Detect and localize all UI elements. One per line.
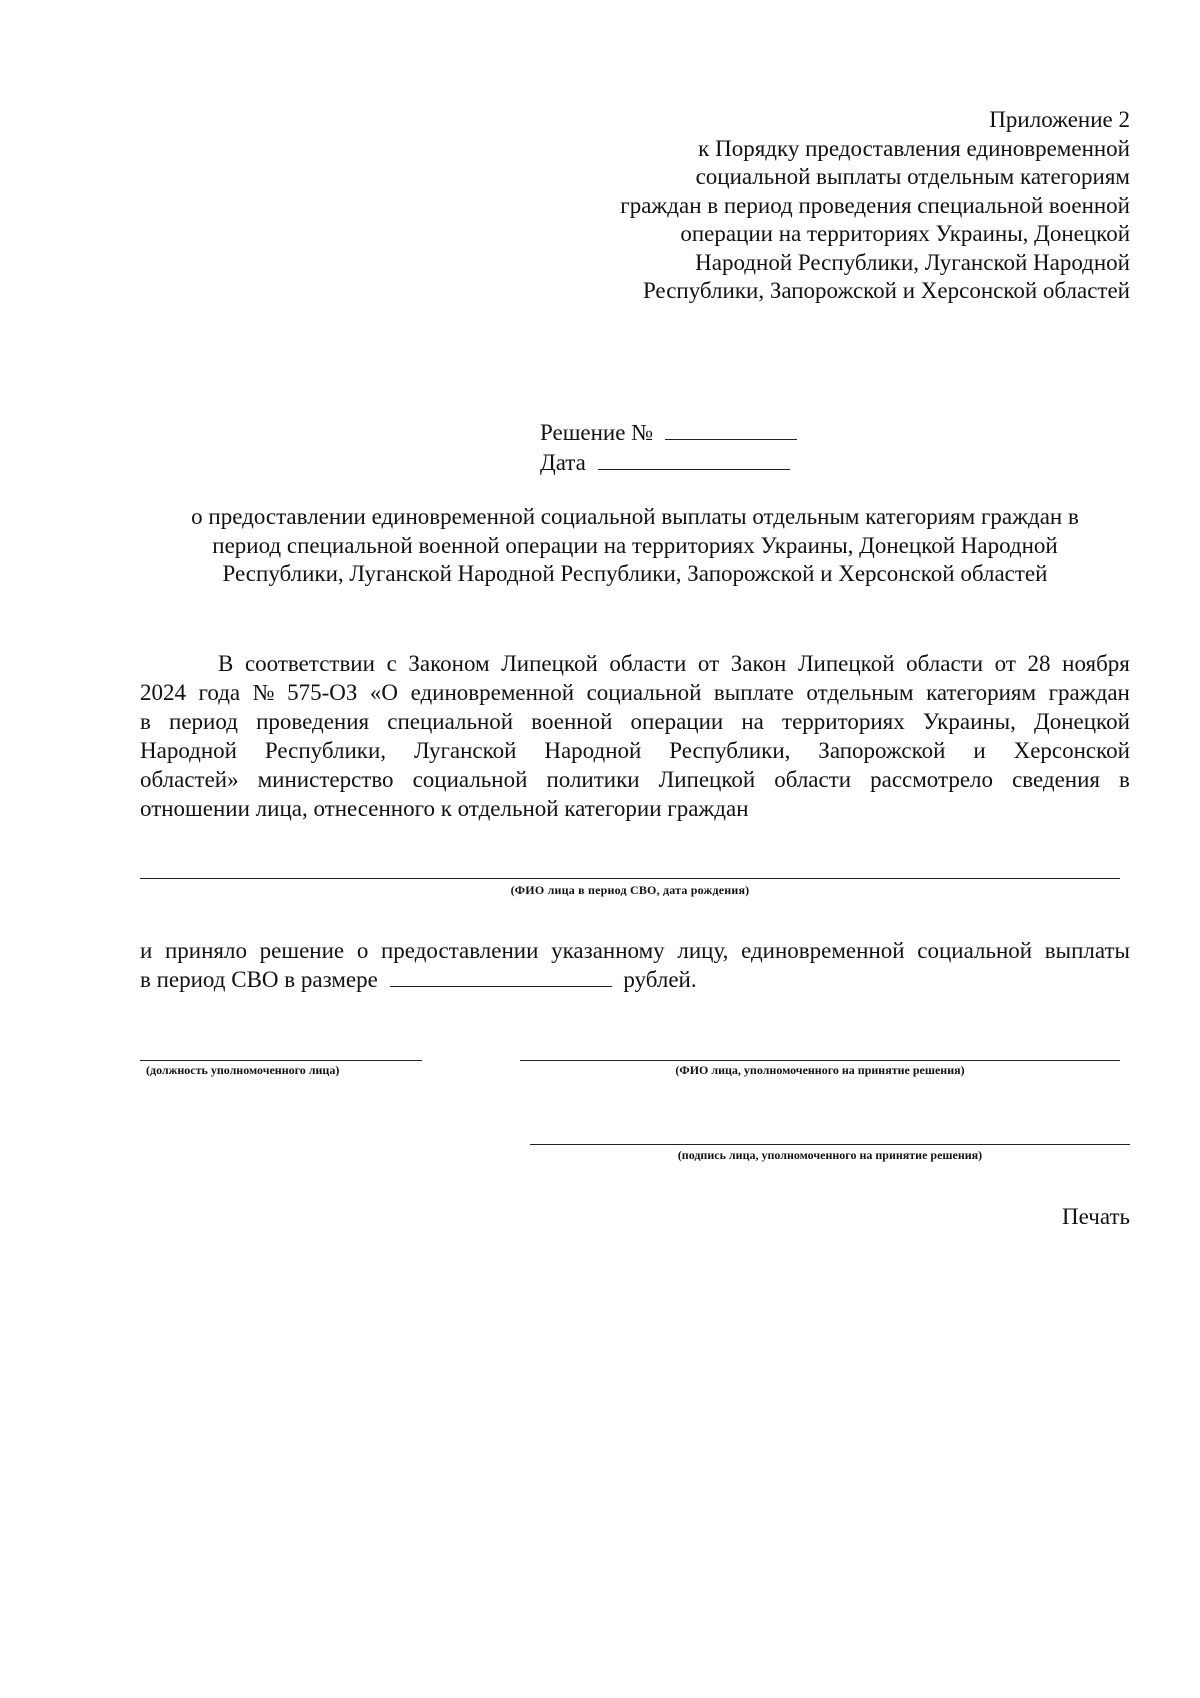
subject-line: Республики, Луганской Народной Республики, Запорожской и Херсонской областей	[222, 561, 1048, 586]
word: социальной	[586, 680, 702, 705]
word: и	[973, 738, 986, 763]
subject-line: период специальной военной операции на территориях Украины, Донецкой Народной	[212, 532, 1058, 558]
body-line	[140, 736, 1130, 765]
annex-line: к Порядку предоставления единовременной	[698, 135, 1130, 161]
decision-number-blank	[665, 419, 797, 440]
body-line: отношении лица, отнесенного к отдельной категории граждан	[140, 796, 749, 821]
authorized-name-line	[520, 1060, 1120, 1061]
word: соответствии	[244, 651, 375, 676]
accepted-line	[140, 936, 1130, 965]
word: решение	[259, 938, 345, 963]
word: В	[218, 651, 234, 676]
decision-subject	[140, 503, 1130, 589]
word: года	[198, 680, 241, 705]
word: военной	[531, 709, 613, 734]
fio-person-caption: (ФИО лица в период СВО, дата рождения)	[510, 883, 750, 897]
word: ноября	[1062, 651, 1130, 676]
word: Закон	[730, 651, 787, 676]
currency-label: рублей.	[623, 967, 697, 992]
word: указанному	[551, 938, 665, 963]
word: социальной	[917, 938, 1033, 963]
amount-label: в период СВО в размере	[140, 967, 378, 992]
annex-header	[510, 106, 1130, 306]
word: с	[386, 651, 397, 676]
word: Липецкой	[797, 651, 895, 676]
word: территориях	[782, 709, 905, 734]
body-line	[140, 649, 1130, 678]
signature-caption: (подпись лица, уполномоченного на принятие решения)	[677, 1148, 983, 1162]
word: областей»	[140, 767, 239, 792]
subject-line: о предоставлении единовременной социальной выплаты отдельным категориям граждан в	[191, 504, 1079, 529]
word: единовременной	[410, 680, 575, 705]
word: период	[169, 709, 238, 734]
word: операции	[630, 709, 724, 734]
word: приняло	[165, 938, 247, 963]
word: 575-ОЗ	[287, 680, 358, 705]
word: министерство	[257, 767, 394, 792]
word: Республики,	[669, 738, 791, 763]
annex-line: Приложение 2	[989, 107, 1130, 132]
word: 2024	[140, 680, 186, 705]
body-paragraph	[140, 649, 1130, 823]
word: Липецкой	[658, 767, 756, 792]
word: социальной	[412, 767, 528, 792]
authorized-name-caption: (ФИО лица, уполномоченного на принятие решения)	[675, 1063, 965, 1077]
annex-line: операции на территориях Украины, Донецкой	[680, 221, 1130, 246]
position-line	[140, 1060, 422, 1061]
accepted-line	[140, 965, 1130, 994]
accepted-paragraph	[140, 936, 1130, 994]
word: Республики,	[264, 738, 387, 763]
word: 28	[1027, 651, 1051, 676]
word: от	[697, 651, 720, 676]
word: от	[994, 651, 1016, 676]
word: Народной	[544, 738, 642, 763]
word: политики	[546, 767, 640, 792]
annex-line: Республики, Запорожской и Херсонской областей	[642, 278, 1130, 303]
word: в	[140, 709, 151, 734]
word: единовременной	[741, 938, 905, 963]
word: о	[356, 938, 369, 963]
decision-header	[540, 418, 797, 478]
decision-number-row	[540, 418, 797, 448]
word: Законом	[408, 651, 490, 676]
word: №	[252, 680, 275, 705]
stamp-label: Печать	[1062, 1204, 1130, 1229]
decision-number-label: Решение №	[540, 420, 654, 445]
word: категориям	[926, 680, 1037, 705]
word: и	[140, 938, 153, 963]
word: специальной	[387, 709, 514, 734]
word: области	[609, 651, 687, 676]
decision-date-label: Дата	[540, 450, 586, 475]
word: Липецкой	[501, 651, 598, 676]
annex-line: социальной выплаты отдельным категориям	[695, 164, 1130, 189]
signature-line	[530, 1144, 1130, 1145]
word: предоставлении	[381, 938, 539, 963]
body-line	[140, 707, 1130, 736]
word: сведения	[1012, 767, 1101, 792]
word: Народной	[140, 738, 237, 763]
word: Луганской	[413, 738, 517, 763]
word: выплате	[713, 680, 794, 705]
word: выплаты	[1044, 938, 1130, 963]
word: граждан	[1048, 680, 1130, 705]
word: Донецкой	[1034, 709, 1130, 734]
word: Запорожской	[818, 738, 946, 763]
word: рассмотрело	[870, 767, 994, 792]
word: проведения	[256, 709, 370, 734]
amount-blank	[390, 966, 612, 987]
word: области	[774, 767, 852, 792]
word: в	[1119, 767, 1130, 792]
annex-line: Народной Республики, Луганской Народной	[695, 249, 1130, 275]
decision-date-row	[540, 448, 797, 478]
annex-line: граждан в период проведения специальной военной	[620, 192, 1130, 218]
word: «О	[369, 680, 399, 705]
word: области	[906, 651, 984, 676]
fio-person-line	[140, 878, 1120, 879]
position-caption: (должность уполномоченного лица)	[146, 1063, 340, 1077]
word: Украины,	[922, 709, 1016, 734]
word: отдельным	[806, 680, 914, 705]
decision-date-blank	[598, 449, 790, 470]
body-line	[140, 765, 1130, 794]
word: лицу,	[677, 938, 729, 963]
word: на	[741, 709, 764, 734]
body-line	[140, 678, 1130, 707]
word: Херсонской	[1013, 738, 1130, 763]
